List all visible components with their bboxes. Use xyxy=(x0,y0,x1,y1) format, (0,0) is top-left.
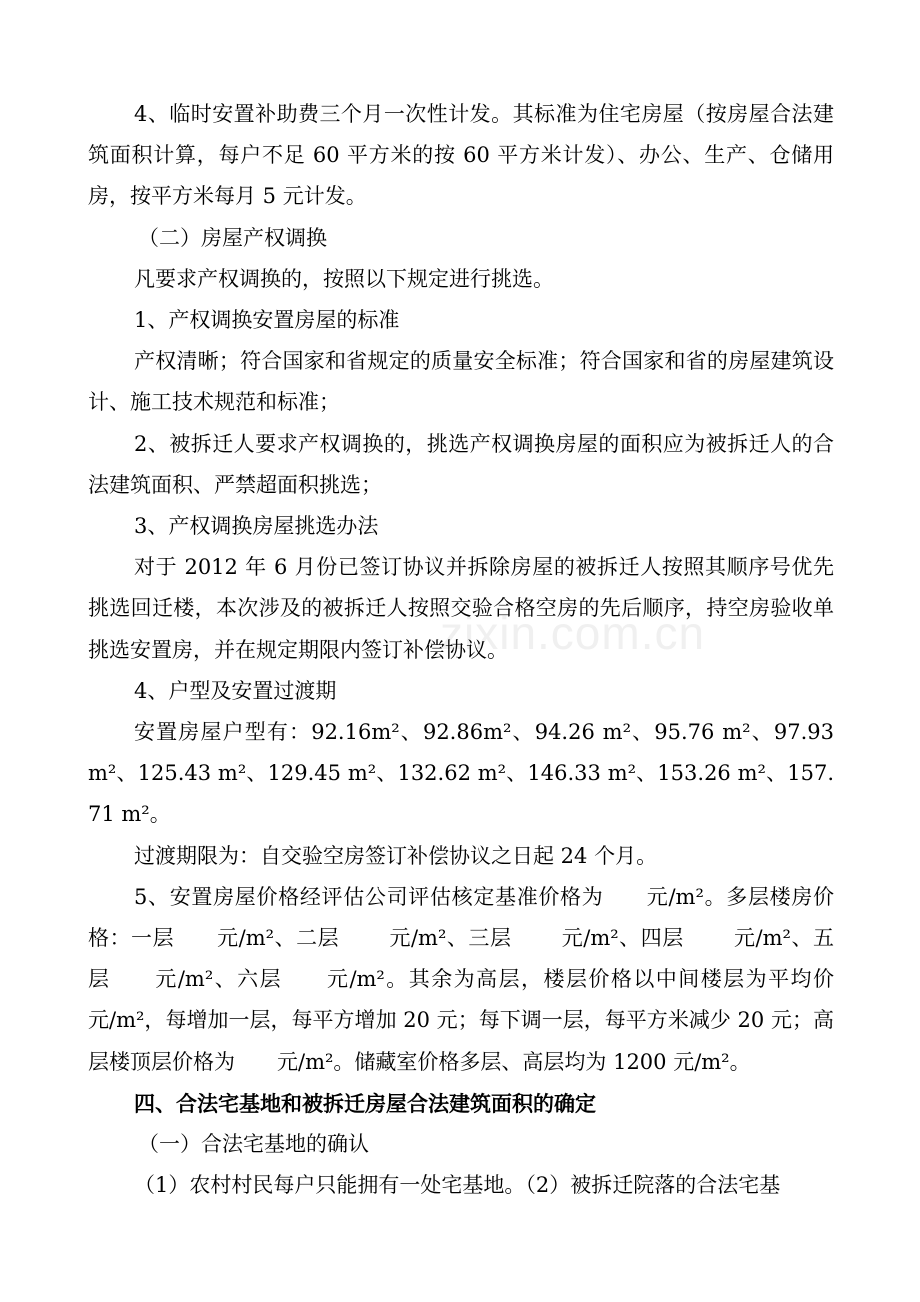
paragraph-unit-types: 安置房屋户型有：92.16m²、92.86m²、94.26 m²、95.76 m²、97.93 m²、125.43 m²、129.45 m²、132.62 m²、146.33 m²、153.26 m²、157.71 m²。 xyxy=(88,720,834,827)
paragraph-area-rule: 2、被拆迁人要求产权调换的，挑选产权调换房屋的面积应为被拆迁人的合法建筑面积、严禁超面积挑选； xyxy=(88,431,834,497)
heading-property-exchange: （二）房屋产权调换 xyxy=(138,225,327,250)
heading-selection-method: 3、产权调换房屋挑选办法 xyxy=(134,514,379,539)
paragraph-pricing: 5、安置房屋价格经评估公司评估核定基准价格为 元/m²。多层楼房价格：一层 元/m²、二层 元/m²、三层 元/m²、四层 元/m²、五层 元/m²、六层 元/m²。其余为高层，楼层价格以中间楼层为平均价 元/m²，每增加一层，每平方增加 20 元；每下调一层，每平方米减少 20 元；高层楼顶层价格为 元/m²。储藏室价格多层、高层均为 1200 元/m²。 xyxy=(88,884,876,1074)
paragraph-housing-standard: 产权清晰；符合国家和省规定的质量安全标准；符合国家和省的房屋建筑设计、施工技术规范和标准； xyxy=(88,349,834,415)
section-heading-four: 四、合法宅基地和被拆迁房屋合法建筑面积的确定 xyxy=(134,1090,596,1116)
paragraph-selection-method: 对于 2012 年 6 月份已签订协议并拆除房屋的被拆迁人按照其顺序号优先挑选回迁楼，本次涉及的被拆迁人按照交验合格空房的先后顺序，持空房验收单挑选安置房，并在规定期限内签订补偿协议。 xyxy=(88,555,834,662)
paragraph-exchange-rule: 凡要求产权调换的，按照以下规定进行挑选。 xyxy=(134,266,554,291)
watermark-text: zixin.com.cn xyxy=(440,607,706,659)
heading-unit-types: 4、户型及安置过渡期 xyxy=(134,678,337,703)
document-page xyxy=(88,94,876,1206)
paragraph-homestead-rule: （1）农村村民每户只能拥有一处宅基地。（2）被拆迁院落的合法宅基 xyxy=(134,1173,781,1198)
paragraph-temporary-subsidy: 4、临时安置补助费三个月一次性计发。其标准为住宅房屋（按房屋合法建筑面积计算，每户不足 60 平方米的按 60 平方米计发）、办公、生产、仓储用房，按平方米每月 5 元计发。 xyxy=(88,102,834,209)
heading-housing-standard: 1、产权调换安置房屋的标准 xyxy=(134,308,400,333)
heading-homestead-confirmation: （一）合法宅基地的确认 xyxy=(138,1132,369,1157)
paragraph-transition-period: 过渡期限为：自交验空房签订补偿协议之日起 24 个月。 xyxy=(134,843,658,868)
